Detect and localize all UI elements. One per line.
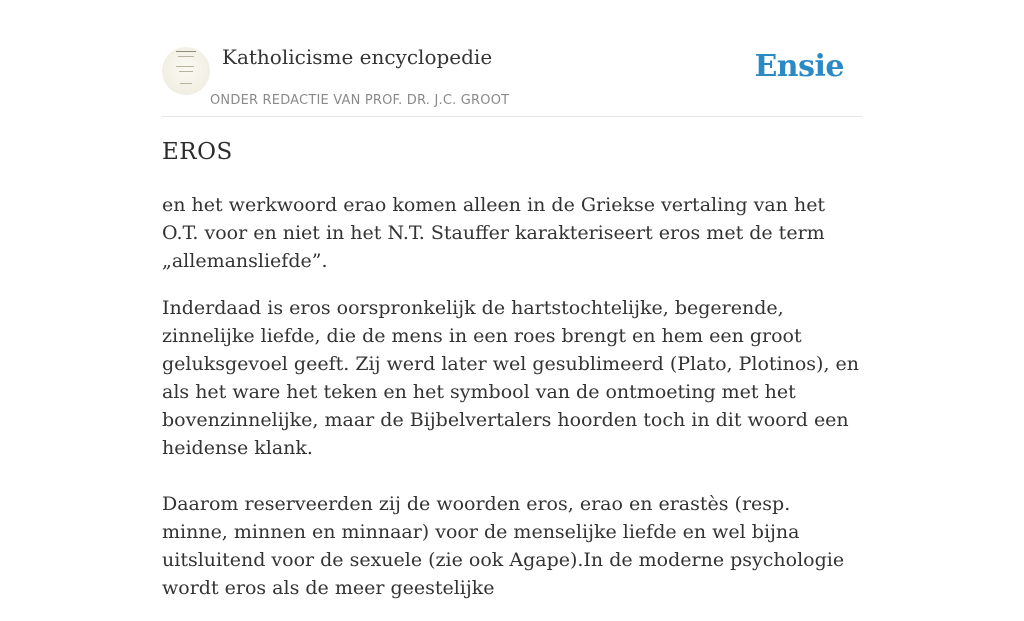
encyclopedia-title-link[interactable]: Katholicisme encyclopedie <box>222 45 493 69</box>
article-body <box>162 191 862 621</box>
page-container <box>162 0 862 599</box>
cover-line <box>180 83 192 84</box>
article-paragraph: en het werkwoord erao komen alleen in de Griekse vertaling van het O.T. voor en niet in het N.T. Stauffer karakteriseert eros met de term „allemansliefde”. <box>162 194 826 272</box>
cover-line <box>176 51 196 52</box>
site-header <box>162 0 862 117</box>
editor-credit: ONDER REDACTIE VAN PROF. DR. J.C. GROOT <box>210 93 510 108</box>
cover-line <box>178 56 194 57</box>
ensie-logo[interactable]: Ensie <box>754 49 844 84</box>
article-paragraph: Daarom reserveerden zij de woorden eros, erao en erastès (resp. minne, minnen en minnaar) voor de menselijke liefde en wel bijna uitsluitend voor de sexuele (zie ook Agape).In de moderne psychologie wordt eros als de meer geestelijke <box>162 493 845 599</box>
cover-line <box>176 66 194 67</box>
book-cover-thumbnail[interactable] <box>162 47 210 95</box>
article-paragraph: Inderdaad is eros oorspronkelijk de hartstochtelijke, begerende, zinnelijke liefde, die de mens in een roes brengt en hem een groot geluksgevoel geeft. Zij werd later wel gesublimeerd (Plato, Plotinos), en als het ware het teken en het symbool van de ontmoeting met het bovenzinnelijke, maar de Bijbelvertalers hoorden toch in dit woord een heidense klank. <box>162 297 860 459</box>
cover-line <box>179 71 193 72</box>
article-title: EROS <box>162 139 233 165</box>
